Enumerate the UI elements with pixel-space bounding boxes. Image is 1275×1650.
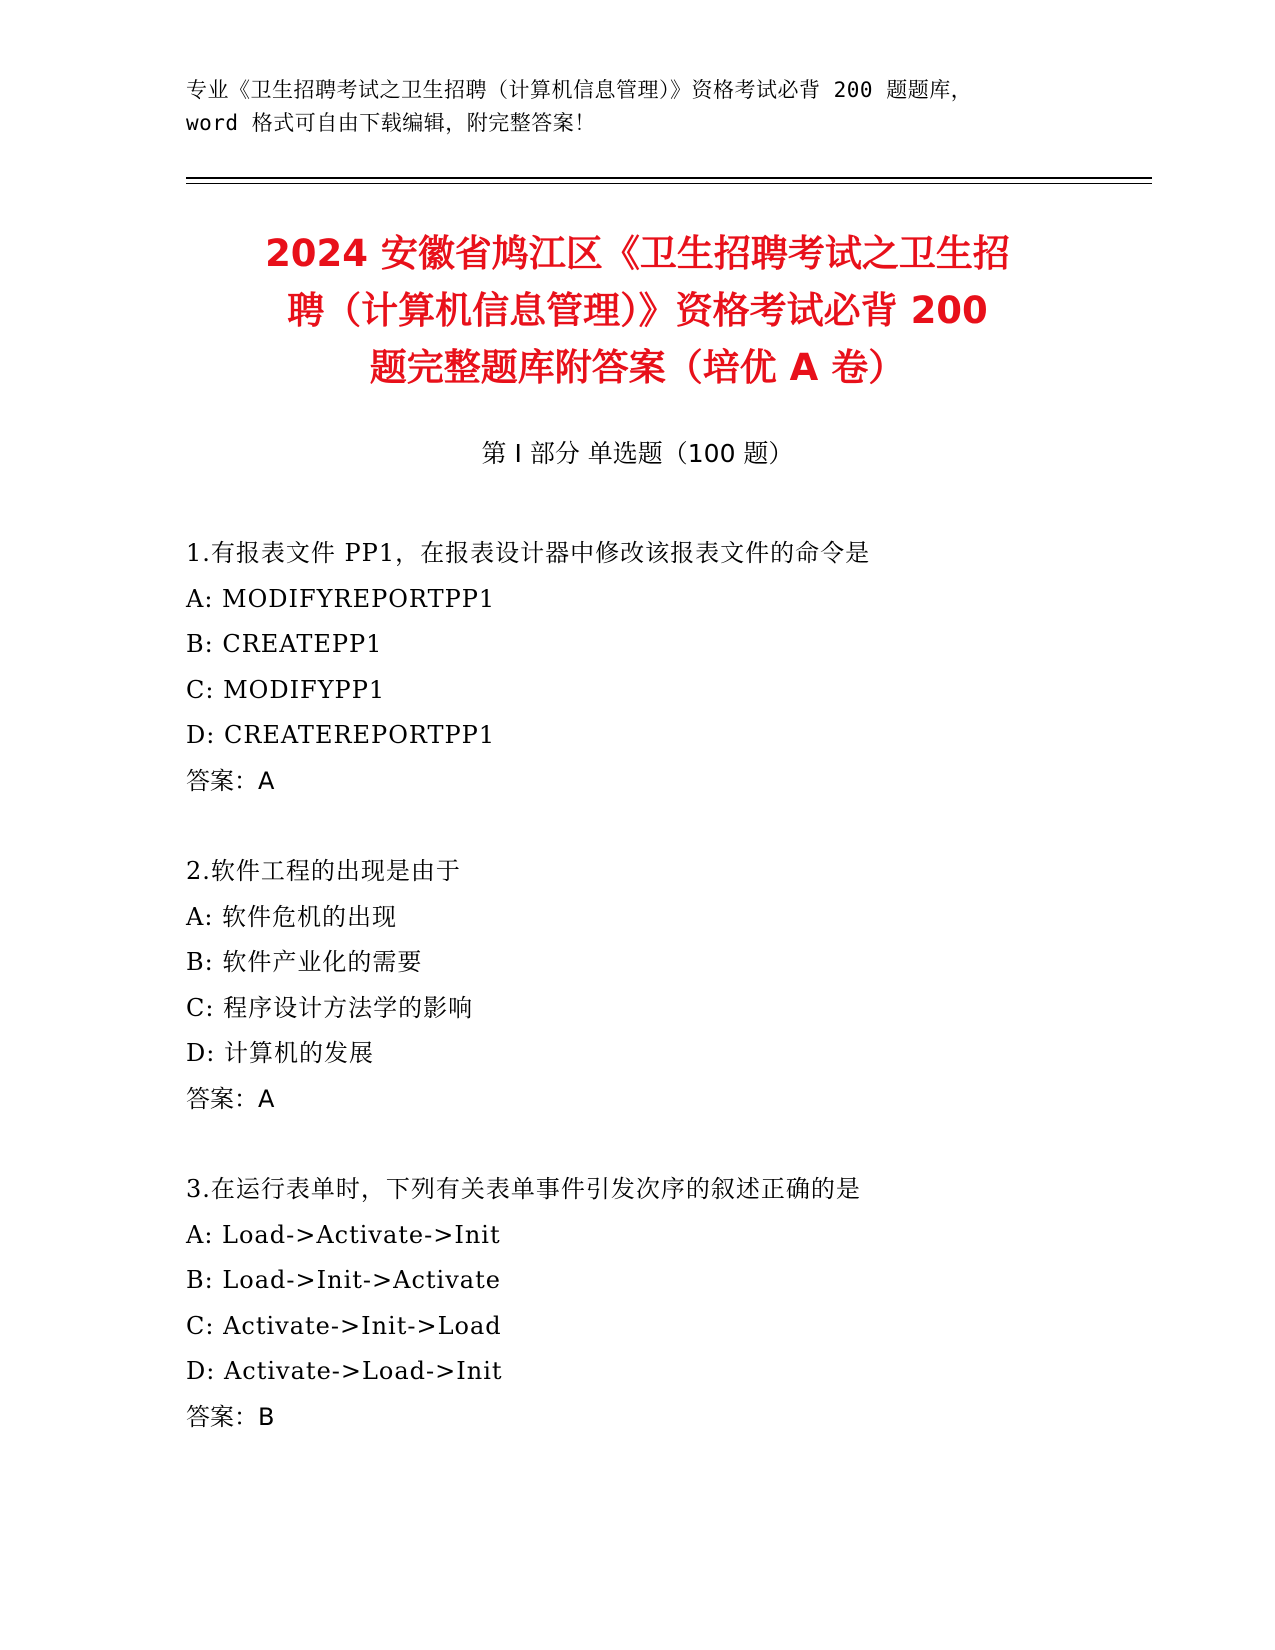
option-d: D: Activate->Load->Init bbox=[186, 1357, 503, 1385]
question-item bbox=[186, 531, 1146, 804]
document-title-line-1: 2024 安徽省鸠江区《卫生招聘考试之卫生招 bbox=[265, 232, 1010, 275]
option-d: D: CREATEREPORTPP1 bbox=[186, 721, 496, 749]
question-stem: 3.在运行表单时，下列有关表单事件引发次序的叙述正确的是 bbox=[186, 1175, 861, 1203]
header-note bbox=[186, 74, 1086, 140]
document-title-line-2: 聘（计算机信息管理）》资格考试必背 200 bbox=[287, 289, 988, 332]
option-b: B: CREATEPP1 bbox=[186, 630, 383, 658]
option-c: C: MODIFYPP1 bbox=[186, 675, 386, 704]
question-stem: 1.有报表文件 PP1，在报表设计器中修改该报表文件的命令是 bbox=[186, 539, 871, 567]
option-b: B: 软件产业化的需要 bbox=[186, 948, 423, 976]
option-a: A: MODIFYREPORTPP1 bbox=[186, 584, 496, 613]
question-item bbox=[186, 849, 1146, 1122]
option-b: B: Load->Init->Activate bbox=[186, 1266, 501, 1294]
option-a: A: 软件危机的出现 bbox=[186, 902, 398, 931]
header-note-line-2: word 格式可自由下载编辑，附完整答案！ bbox=[186, 111, 596, 135]
document-title bbox=[150, 225, 1125, 396]
answer-line: 答案：B bbox=[186, 1402, 275, 1431]
header-divider-thin bbox=[186, 183, 1152, 184]
question-list bbox=[186, 531, 1146, 1485]
document-title-line-3: 题完整题库附答案（培优 A 卷） bbox=[369, 346, 906, 389]
header-note-line-1: 专业《卫生招聘考试之卫生招聘（计算机信息管理）》资格考试必背 200 题题库， bbox=[186, 78, 973, 102]
section-heading: 第 I 部分 单选题（100 题） bbox=[481, 439, 794, 468]
option-c: C: Activate->Init->Load bbox=[186, 1311, 502, 1340]
option-c: C: 程序设计方法学的影响 bbox=[186, 993, 474, 1022]
question-item bbox=[186, 1167, 1146, 1440]
option-d: D: 计算机的发展 bbox=[186, 1039, 374, 1067]
question-stem: 2.软件工程的出现是由于 bbox=[186, 857, 461, 885]
option-a: A: Load->Activate->Init bbox=[186, 1220, 501, 1249]
header-divider-thick bbox=[186, 177, 1152, 179]
answer-line: 答案：A bbox=[186, 1084, 275, 1113]
answer-line: 答案：A bbox=[186, 766, 275, 795]
